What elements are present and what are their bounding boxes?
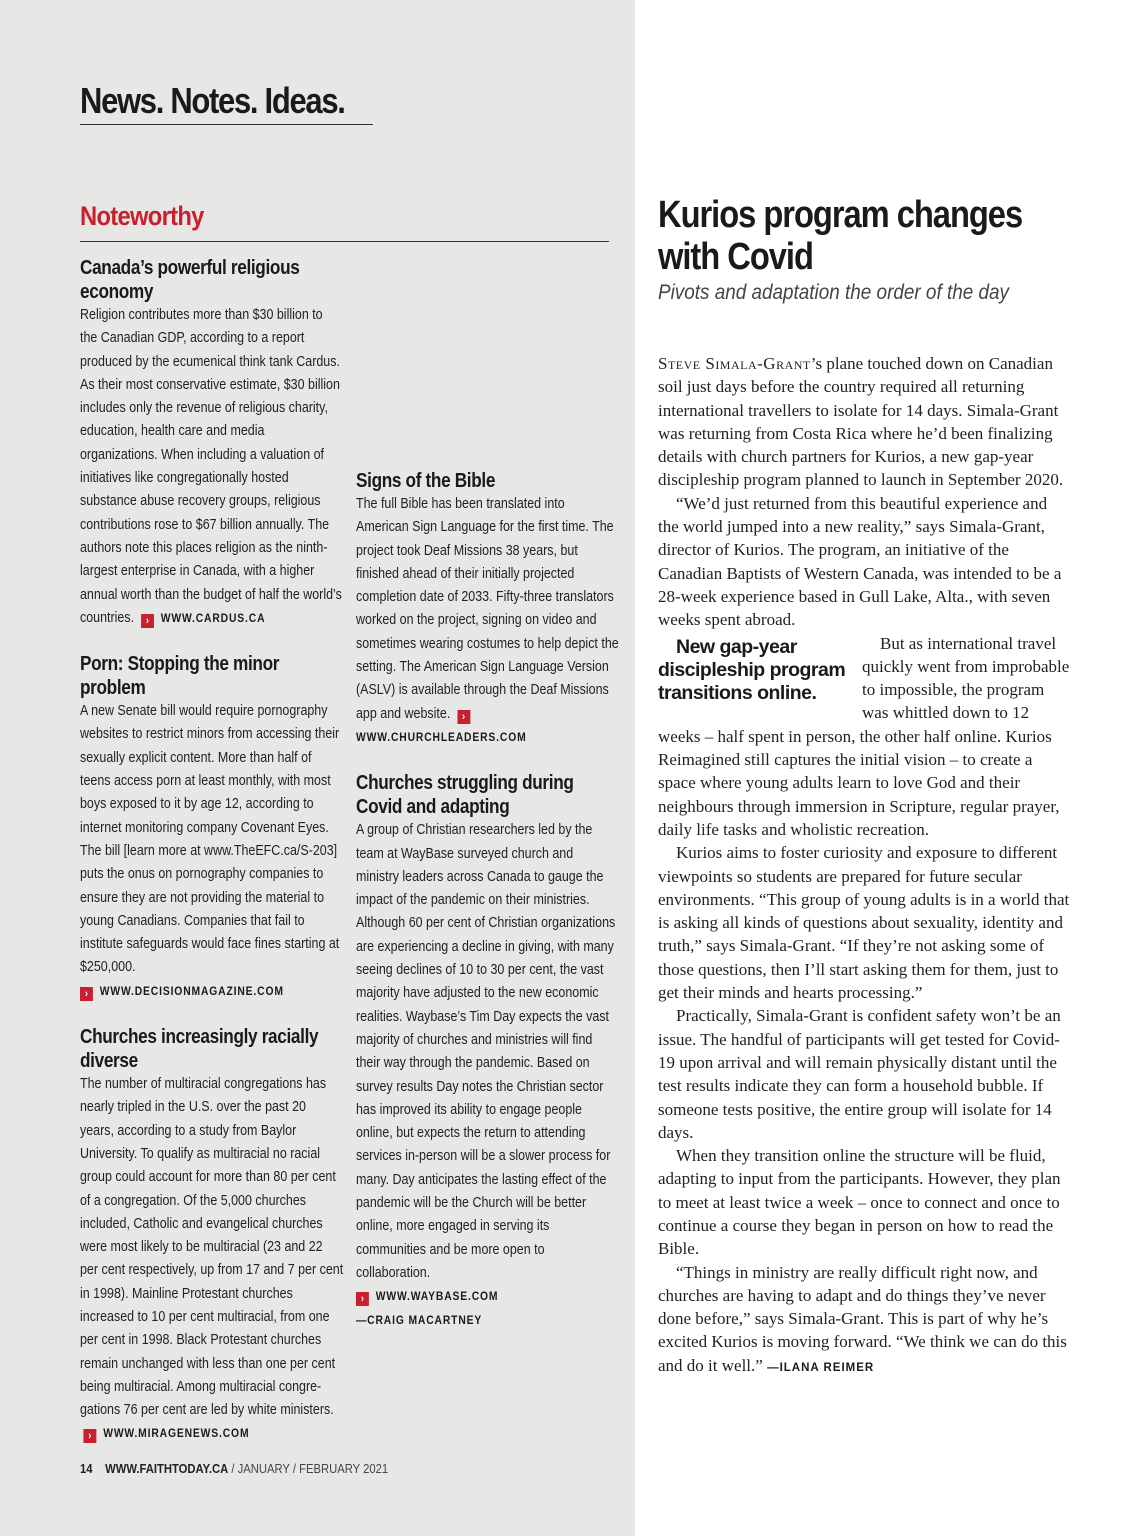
item-text: A new Senate bill would require pornography websites to restrict minors from accessing their sexually explicit content. More than half of teens access porn at least monthly, with most boys exposed to it by age 12, according to internet monitoring company Covenant Eyes. The bill [learn more at www.TheEFC.ca/S-203] puts the onus on pornography companies to ensure they are not providing the material to young Canadians. Companies that fail to institute safeguards would face fines starting at $250,000.	[80, 703, 340, 976]
article-paragraph: New gap-year discipleship program transitions online. But as international travel quickly went from improbable to impossible, the program was whittled down to 12 weeks – half spent in person, the other half online. Kurios Reimagined still captures the initial vision – to create a space where young adults learn to love God and their neighbours through immersion in Scripture, regular prayer, daily life tasks and wholistic recreation.	[658, 633, 1070, 839]
right-arrow-icon: ›	[80, 987, 93, 1001]
source-link[interactable]: WWW.CARDUS.CA	[160, 610, 266, 625]
article-paragraph: Kurios aims to foster curiosity and exposure to different viewpoints so students are prepared for future secular environments. “This group of young adults is in a world that is asking all kinds of questions about sexuality, identity and truth,” says Simala-Grant. “If they’re not asking some of those questions, then I’ll start asking them for them, just to get their minds and hearts processing.”	[658, 843, 1070, 1003]
item-text: Religion contributes more than $30 billion to the Canadian GDP, according to a report produced by the ecumenical think tank Cardus. As their most conservative estimate, $30 billion includes only the revenue of religious charity, education, health care and media organizations. When including a valuation of initiatives like congregationally hosted substance abuse recovery groups, religious contributions rose to $67 billion annually. The authors note this places religion as the ninth-largest enterprise in Canada, with a higher annual worth than the budget of half the world’s countries.	[80, 307, 342, 626]
article-deck: Pivots and adaptation the order of the day	[658, 281, 1009, 304]
item-heading: Churches increasingly racially diverse	[80, 1026, 319, 1073]
item-body	[80, 304, 343, 630]
right-arrow-icon: ›	[457, 710, 470, 724]
article-body	[658, 352, 1070, 1380]
article-title: Kurios program changes with Covid	[658, 194, 1023, 278]
item-heading: Canada’s powerful religious economy	[80, 257, 300, 303]
item-body	[356, 493, 619, 749]
section-title: News. Notes. Ideas.	[80, 80, 345, 121]
article-paragraph: “Things in ministry are really difficult right now, and churches are having to adapt and do things they’ve never done before,” says Simala-Grant. This is part of why he’s excited Kurios is moving forward. “We think we can do this and do it well.” —ILANA REIMER	[658, 1262, 1067, 1375]
source-link[interactable]: WWW.DECISIONMAGAZINE.COM	[99, 983, 284, 998]
footer-issue: / JANUARY / FEBRUARY 2021	[228, 1462, 389, 1476]
item-heading: Porn: Stopping the minor problem	[80, 653, 280, 700]
pull-quote: New gap-year discipleship program transitions online.	[658, 635, 846, 704]
article-paragraph: Practically, Simala-Grant is confident safety won’t be an issue. The handful of participants will get tested for Covid-19 upon arrival and will remain physically distant until the test results indicate they can form a household bubble. If someone tests positive, the entire group will isolate for 14 days.	[658, 1006, 1061, 1142]
noteworthy-heading: Noteworthy	[80, 201, 204, 231]
item-text: The number of multiracial congregations has nearly tripled in the U.S. over the past 20 years, according to a study from Baylor University. To qualify as multiracial no racial group could account for more than 80 per cent of a congregation. Of the 5,000 churches included, Catholic and evangelical churches were most likely to be multiracial (23 and 22 per cent respectively, up from 17 and 7 per cent in 1998). Mainline Protestant churches increased to 10 per cent multiracial, from one per cent in 1998. Black Protestant churches remain unchanged with less than one per cent being multiracial. Among multiracial congregations 76 per cent are led by white ministers.	[80, 1076, 344, 1419]
noteworthy-rule	[80, 241, 609, 242]
article-paragraph: Steve Simala-Grant’s plane touched down on Canadian soil just days before the country required all returning international travellers to isolate for 14 days. Simala-Grant was returning from Costa Rica where he’d been finalizing details with church partners for Kurios, a new gap-year discipleship program planned to launch in September 2020.	[658, 354, 1064, 490]
item-text: A group of Christian researchers led by the team at WayBase surveyed church and ministry leaders across Canada to gauge the impact of the pandemic on their ministries. Although 60 per cent of Christian organizations are experiencing a decline in giving, with many seeing declines of 10 to 30 per cent, the vast majority have adjusted to the new economic realities. Waybase’s Tim Day expects the vast majority of churches and ministries will find their way through the pandemic. Based on survey results Day notes the Christian sector has improved its ability to engage people online, but expects the return to attending services in-person will be a slower process for many. Day anticipates the lasting effect of the pandemic will be the Church will be better online, more engaged in serving its communities and be more open to collaboration.	[356, 822, 616, 1281]
item-body	[80, 1073, 343, 1446]
news-column-left	[80, 256, 360, 1446]
source-link[interactable]: WWW.WAYBASE.COM	[375, 1289, 499, 1304]
lead-name: Steve Simala-Grant	[658, 354, 811, 373]
right-arrow-icon: ›	[141, 614, 154, 628]
item-body	[356, 819, 619, 1332]
news-column-right	[356, 258, 636, 1332]
article-author: —ILANA REIMER	[767, 1361, 875, 1374]
article-paragraph: When they transition online the structure will be fluid, adapting to input from the participants. However, they plan to meet at least twice a week – once to connect and once to continue a course they began in person on how to read the Bible.	[658, 1146, 1061, 1259]
source-link[interactable]: WWW.CHURCHLEADERS.COM	[356, 729, 527, 744]
item-text: The full Bible has been translated into American Sign Language for the first time. The project took Deaf Missions 38 years, but finished ahead of their initially projected completion date of 2033. Fifty-three translators worked on the project, signing on video and sometimes wearing costumes to help depict the setting. The American Sign Language Version (ASLV) is available through the Deaf Missions app and website.	[356, 496, 619, 722]
page-footer	[80, 1462, 388, 1476]
right-arrow-icon: ›	[83, 1429, 96, 1443]
page-number: 14	[80, 1462, 93, 1476]
item-byline: —CRAIG MACARTNEY	[356, 1312, 483, 1327]
item-heading: Signs of the Bible	[356, 470, 496, 492]
footer-site[interactable]: WWW.FAITHTODAY.CA	[105, 1462, 229, 1476]
article-paragraph: “We’d just returned from this beautiful experience and the world jumped into a new reality,” says Simala-Grant, director of Kurios. The program, an initiative of the Canadian Baptists of Western Canada, was intended to be a 28-week experience based in Gull Lake, Alta., with seven weeks spent abroad.	[658, 493, 1062, 630]
section-title-rule	[80, 124, 373, 125]
item-body	[80, 700, 343, 1003]
item-heading: Churches struggling during Covid and adapting	[356, 772, 574, 819]
right-arrow-icon: ›	[356, 1292, 369, 1306]
source-link[interactable]: WWW.MIRAGENEWS.COM	[103, 1426, 250, 1441]
